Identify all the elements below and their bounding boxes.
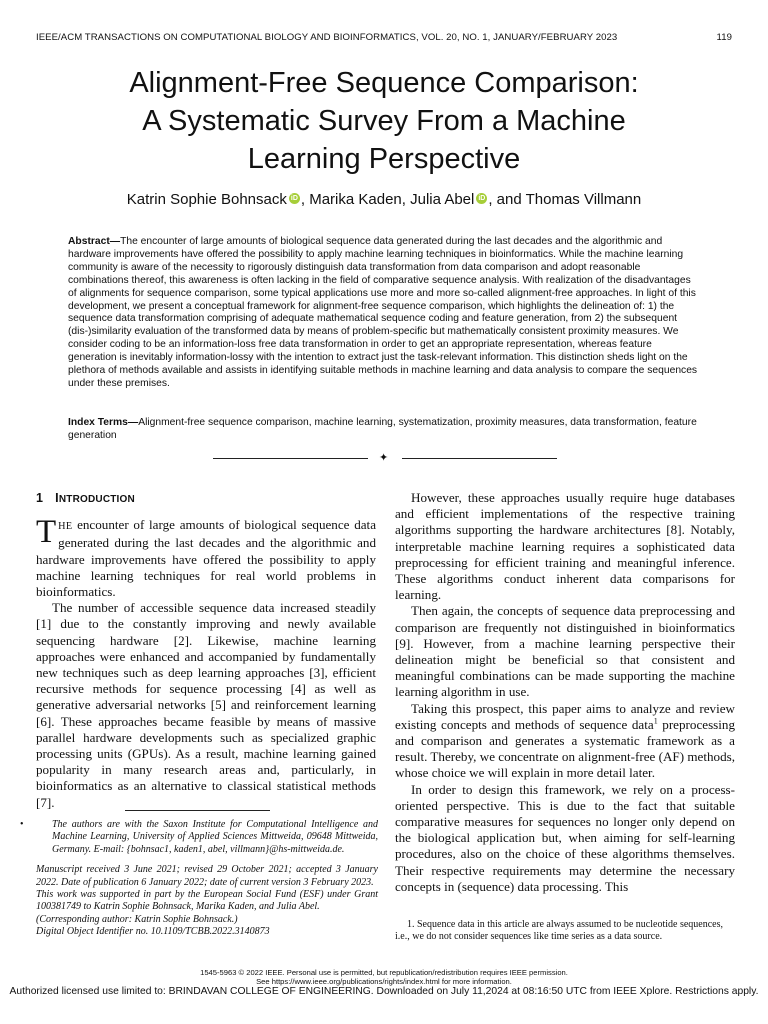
paragraph — [395, 701, 735, 782]
index-terms-label: Index Terms— — [68, 417, 139, 428]
paragraph: In order to design this framework, we rely on a process-oriented perspective. This is due to the fact that suitable comparative measures for sequences no longer only depend on the biological application but, when aiming for self-learning procedures, also on the choice of these algorithms themselves. Their respective requirements may determine the necessary concepts in (sequence) data processing. This — [395, 781, 735, 894]
title-line-3: Learning Perspective — [247, 143, 521, 175]
index-terms-text: Alignment-free sequence comparison, machine learning, systematization, proximity measures, data transformation, feature generation — [68, 417, 697, 441]
footnote-marker[interactable]: 1 — [653, 716, 658, 726]
paper-title — [40, 64, 728, 178]
footnote-text: 1. Sequence data in this article are always assumed to be nucleotide sequences, i.e., we do not consider sequences like time series as a data source. — [395, 919, 723, 943]
affiliation-note — [20, 819, 378, 856]
paragraph: Then again, the concepts of sequence data preprocessing and comparison are frequently not distinguished in bioinformatics [9]. However, from a machine learning perspective their delineation might be beneficial so that consistent and meaningful combinations can be made supporting the machine learning algorithm in use. — [395, 603, 735, 700]
doi: Digital Object Identifier no. 10.1109/TCBB.2022.3140873 — [36, 926, 270, 938]
download-notice: Authorized licensed use limited to: BRINDAVAN COLLEGE OF ENGINEERING. Downloaded on July 11,2024 at 08:16:50 UTC from IEEE Xplore. Restrictions apply. — [9, 986, 759, 997]
author-separator: , — [300, 191, 310, 208]
affiliation-text: The authors are with the Saxon Institute for Computational Intelligence and Machine Learning, University of Applied Sciences Mittweida, 09648 Mittweida, Germany. E-mail: {bohnsac1, kaden1, abel, villmann}@hs-mittweida.de. — [52, 819, 378, 855]
section-heading — [36, 490, 376, 508]
author-list — [40, 191, 728, 208]
running-header — [36, 32, 732, 43]
paragraph-text: Taking this prospect, this paper aims to analyze and review existing concepts and methods of sequence data — [395, 700, 735, 732]
orcid-icon[interactable]: iD — [478, 195, 486, 202]
corresponding-author: (Corresponding author: Katrin Sophie Bohnsack.) — [36, 913, 238, 925]
section-title-initial: I — [55, 491, 59, 505]
paragraph-text: encounter of large amounts of biological sequence data generated during the last decades and the algorithmic and hardware improvements have offered the possibility to apply machine learning techniques for real world problems in bioinformatics. — [36, 517, 376, 600]
separator-line — [402, 458, 557, 459]
paragraph — [36, 514, 376, 600]
author-footnotes — [20, 819, 378, 939]
footnote-rule — [125, 810, 270, 811]
author-separator: , — [401, 191, 411, 208]
copyright-line: 1545-5963 © 2022 IEEE. Personal use is permitted, but republication/redistribution requires IEEE permission. — [200, 968, 568, 977]
copyright-line: See https://www.ieee.org/publications/rights/index.html for more information. — [256, 977, 512, 987]
footnote — [395, 919, 735, 944]
title-line-2: A Systematic Survey From a Machine — [142, 105, 626, 137]
drop-cap: T — [36, 514, 57, 551]
abstract-label: Abstract— — [68, 236, 121, 247]
title-line-1: Alignment-Free Sequence Comparison: — [129, 67, 639, 99]
bullet: • — [20, 819, 24, 830]
section-title-rest: NTRODUCTION — [58, 494, 135, 505]
index-terms — [68, 416, 700, 442]
orcid-icon[interactable]: iD — [290, 195, 298, 202]
author-name: Marika Kaden — [309, 191, 402, 208]
separator-line — [213, 458, 368, 459]
manuscript-dates: Manuscript received 3 June 2021; revised 29 October 2021; accepted 3 January 2022. Date of publication 6 January 2022; date of current version 3 February 2023. — [36, 864, 378, 888]
copyright-notice — [0, 968, 768, 987]
abstract — [68, 236, 700, 391]
abstract-text: The encounter of large amounts of biological sequence data generated during the last decades and the algorithmic and hardware improvements have offered the possibility to apply machine learning techniques in bioinformatics. While the machine learning community is aware of the necessity to rigorously distinguish data transformation from data comparison and adopt reasonable combinations thereof, this awareness is often lacking in the field of comparative sequence analysis. With realization of the disadvantages of alignments for sequence comparison, some typical applications use more and more so-called alignment-free approaches. In light of this development, we present a conceptual framework for alignment-free sequence comparison, which highlights the delineation of: 1) the sequence data transformation comprising of adequate mathematical sequence coding and feature generation, from 2) the subsequent (dis-)similarity evaluation of the transformed data by means of problem-specific but mathematically consistent proximity measures. We consider coding to be an information-loss free data transformation in order to get an appropriate representation, whereas feature generation is inevitably information-lossy with the intention to extract just the task-relevant information. This distinction sheds light on the plethora of methods available and assists in identifying suitable methods in machine learning and data analysis to compare the sequences under these premises. — [68, 236, 698, 389]
right-column — [395, 490, 735, 895]
left-column — [36, 490, 376, 811]
section-number: 1 — [36, 491, 44, 505]
author-separator: , and — [488, 191, 526, 208]
author-name: Thomas Villmann — [525, 191, 642, 208]
funding-note: This work was supported in part by the European Social Fund (ESF) under Grant 100381749 to Katrin Sophie Bohnsack, Marika Kaden, and Julia Abel. — [36, 889, 378, 913]
author-name: Katrin Sophie Bohnsack — [126, 191, 287, 208]
page-number: 119 — [716, 32, 732, 43]
journal-name: IEEE/ACM TRANSACTIONS ON COMPUTATIONAL BIOLOGY AND BIOINFORMATICS, VOL. 20, NO. 1, JANUARY/FEBRUARY 2023 — [36, 32, 618, 43]
paragraph: However, these approaches usually require huge databases and efficient implementations of the respective training algorithms supporting the hardware architectures [8]. Notably, interpretable machine learning requires a sophisticated data preprocessing for efficient training and meaningful inference. These algorithms conduct inherent data comparisons for learning. — [395, 490, 735, 603]
author-name: Julia Abel — [410, 191, 475, 208]
paragraph: The number of accessible sequence data increased steadily [1] due to the constantly improving and newly available sequencing hardware [2]. Likewise, machine learning approaches were enhanced and accompanied by fundamentally new techniques such as deep learning approaches [3], efficient recursive methods for sequence processing [4] as well as generative adversarial networks [5] and reinforcement learning [6]. These approaches became feasible by means of massive parallel hardware developments such as specialized graphic processing units (GPUs). As a result, machine learning gained popularity in many research areas and, particularly, in bioinformatics as an alternative to classical statistical methods [7]. — [36, 600, 376, 810]
smallcaps-text: HE — [58, 521, 73, 533]
diamond-icon: ✦ — [379, 452, 389, 464]
paragraph-text: preprocessing and comparison and generates a systematic framework as a result. Thereby, we concentrate on alignment-free (AF) methods, whose choice we will explain in more detail later. — [395, 716, 735, 781]
section-separator — [213, 452, 557, 464]
